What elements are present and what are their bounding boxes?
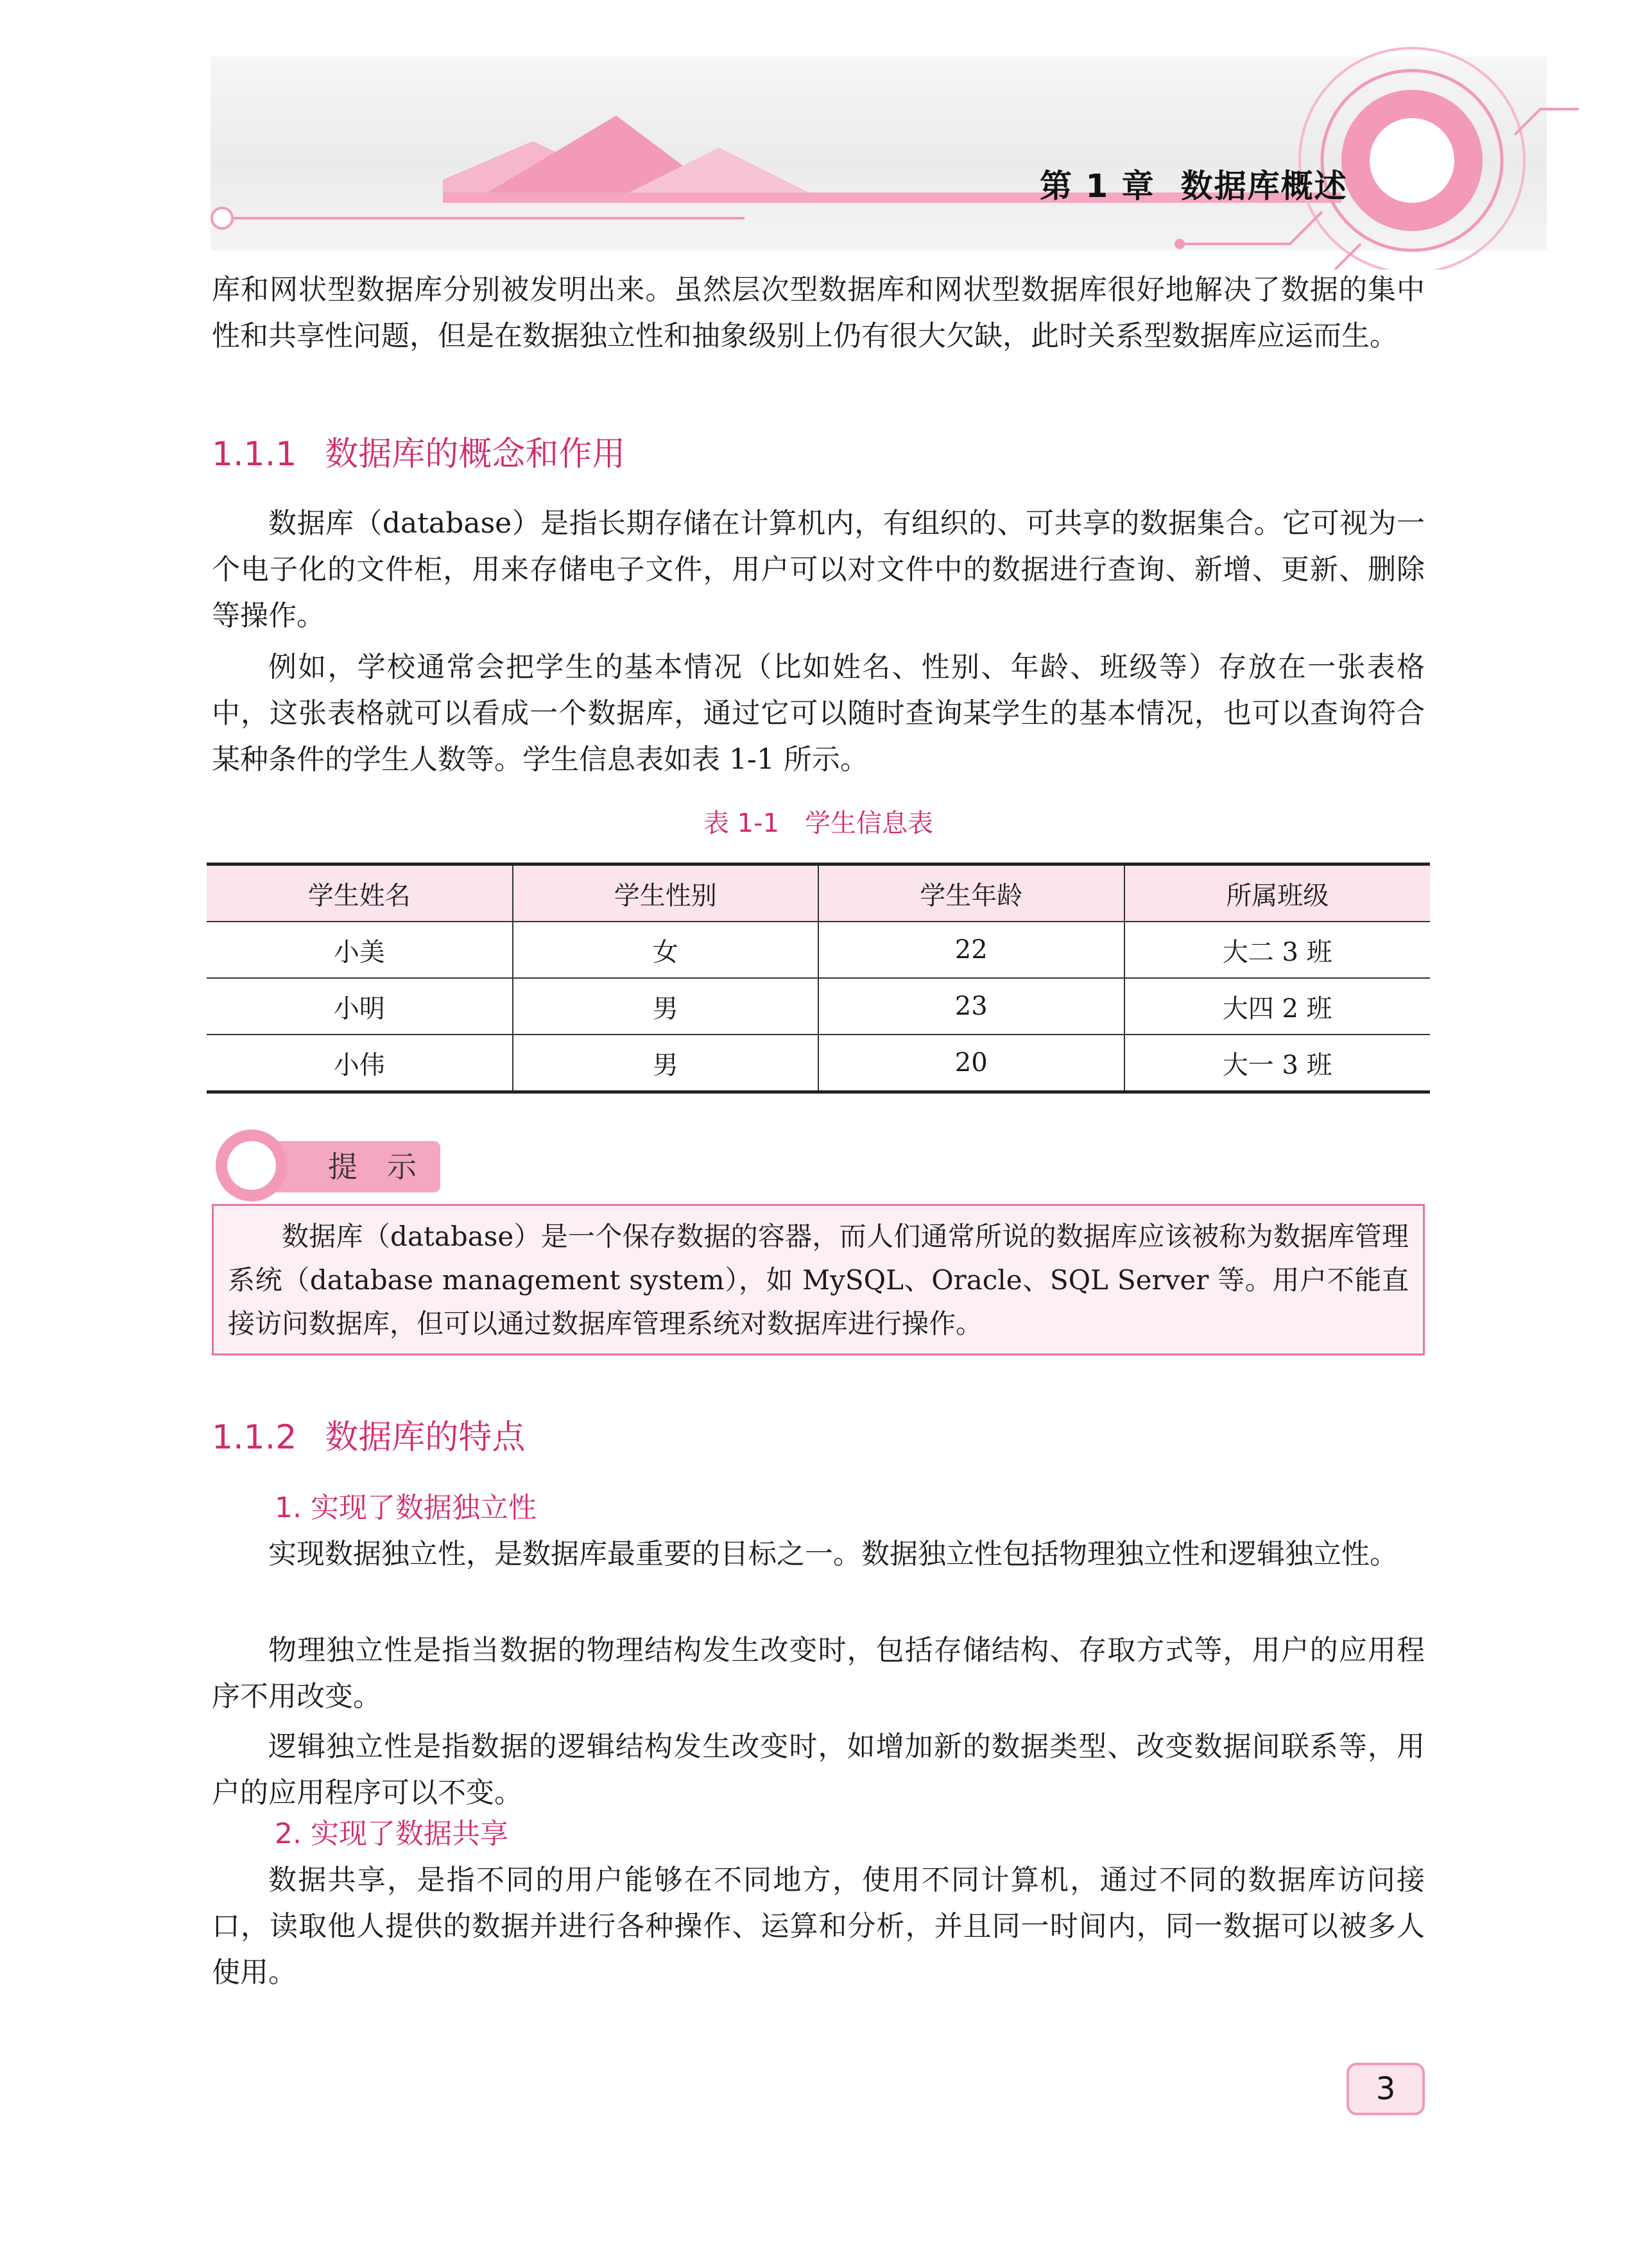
table-header-cell: 学生年龄 [818,864,1124,922]
subheading-data-independence [275,1488,537,1529]
subheading-title: 实现了数据独立性 [310,1491,537,1524]
subheading-number: 1. [275,1491,302,1524]
chapter-title [1040,160,1348,212]
table-header-row [207,864,1430,922]
circuit-line-2 [1335,244,1361,270]
paragraph-data-sharing: 数据共享，是指不同的用户能够在不同地方，使用不同计算机，通过不同的数据库访问接口，读取他人提供的数据并进行各种操作、运算和分析，并且同一时间内，同一数据可以被多人使用。 [212,1864,1425,1989]
table-cell: 小伟 [333,1050,385,1080]
table-cell: 23 [818,978,1124,1035]
table-cell: 大四 2 班 [1124,978,1431,1035]
section-heading-1-1-2 [212,1412,525,1463]
ring-center [1370,118,1454,203]
section-number: 1.1.1 [212,435,297,474]
tip-label [212,1124,443,1201]
table-header-cell: 学生性别 [513,864,819,922]
paragraph-independence-intro: 实现数据独立性，是数据库最重要的目标之一。数据独立性包括物理独立性和逻辑独立性。 [268,1538,1398,1570]
tip-label-text: 提 示 [328,1149,417,1184]
header-decoration [0,0,1627,270]
section-heading-1-1-1 [212,429,625,480]
paragraph-database-definition: 数据库（database）是指长期存储在计算机内，有组织的、可共享的数据集合。它可视为一个电子化的文件柜，用来存储电子文件，用户可以对文件中的数据进行查询、新增、更新、删除等操作。 [212,507,1425,632]
circuit-dot-1 [1175,239,1185,249]
table-caption-title: 学生信息表 [805,809,934,838]
tip-label-circle-inner [227,1141,276,1190]
section-title: 数据库的概念和作用 [325,435,626,474]
table-row [207,1035,1430,1092]
table-cell: 男 [513,1035,819,1092]
subheading-number: 2. [275,1817,302,1850]
circuit-line-3 [1515,109,1579,135]
table-caption [212,801,1425,846]
circuit-line-1 [1181,212,1322,244]
table-cell: 22 [818,922,1124,978]
header-line-dot [212,208,232,228]
page-number: 3 [1375,2071,1396,2107]
table-header-cell: 学生姓名 [307,881,411,911]
chapter-label: 第 1 章 [1040,168,1155,205]
table-cell: 小明 [333,993,385,1024]
table-cell: 大一 3 班 [1124,1035,1431,1092]
table-row [207,978,1430,1035]
subheading-title: 实现了数据共享 [310,1817,508,1850]
table-caption-number: 表 1-1 [703,809,780,838]
student-info-table [207,863,1430,1094]
table-header-cell: 所属班级 [1124,864,1431,922]
table-cell: 女 [513,922,819,978]
chapter-name: 数据库概述 [1180,168,1348,205]
table-cell: 20 [818,1035,1124,1092]
paragraph-logical-independence: 逻辑独立性是指数据的逻辑结构发生改变时，如增加新的数据类型、改变数据间联系等，用户的应用程序可以不变。 [212,1730,1425,1809]
page-header [0,0,1627,270]
tip-text: 数据库（database）是一个保存数据的容器，而人们通常所说的数据库应该被称为数据库管理系统（database management system），如 MySQL、Oracle、SQL Server 等。用户不能直接访问数据库，但可以通过数据库管理系统对数据库进行操作。 [228,1221,1409,1339]
tip-box [212,1204,1425,1355]
table-cell: 大二 3 班 [1124,922,1431,978]
table-row [207,922,1430,978]
table-cell: 男 [513,978,819,1035]
subheading-data-sharing [275,1814,508,1855]
paragraph-physical-independence: 物理独立性是指当数据的物理结构发生改变时，包括存储结构、存取方式等，用户的应用程序不用改变。 [212,1634,1425,1713]
paragraph-school-example: 例如，学校通常会把学生的基本情况（比如姓名、性别、年龄、班级等）存放在一张表格中，这张表格就可以看成一个数据库，通过它可以随时查询某学生的基本情况，也可以查询符合某种条件的学生人数等。学生信息表如表 1-1 所示。 [212,651,1425,776]
section-title: 数据库的特点 [325,1418,526,1457]
section-number: 1.1.2 [212,1418,297,1457]
intro-paragraph: 库和网状型数据库分别被发明出来。虽然层次型数据库和网状型数据库很好地解决了数据的集中性和共享性问题，但是在数据独立性和抽象级别上仍有很大欠缺，此时关系型数据库应运而生。 [212,273,1425,352]
table-cell: 小美 [333,937,385,967]
